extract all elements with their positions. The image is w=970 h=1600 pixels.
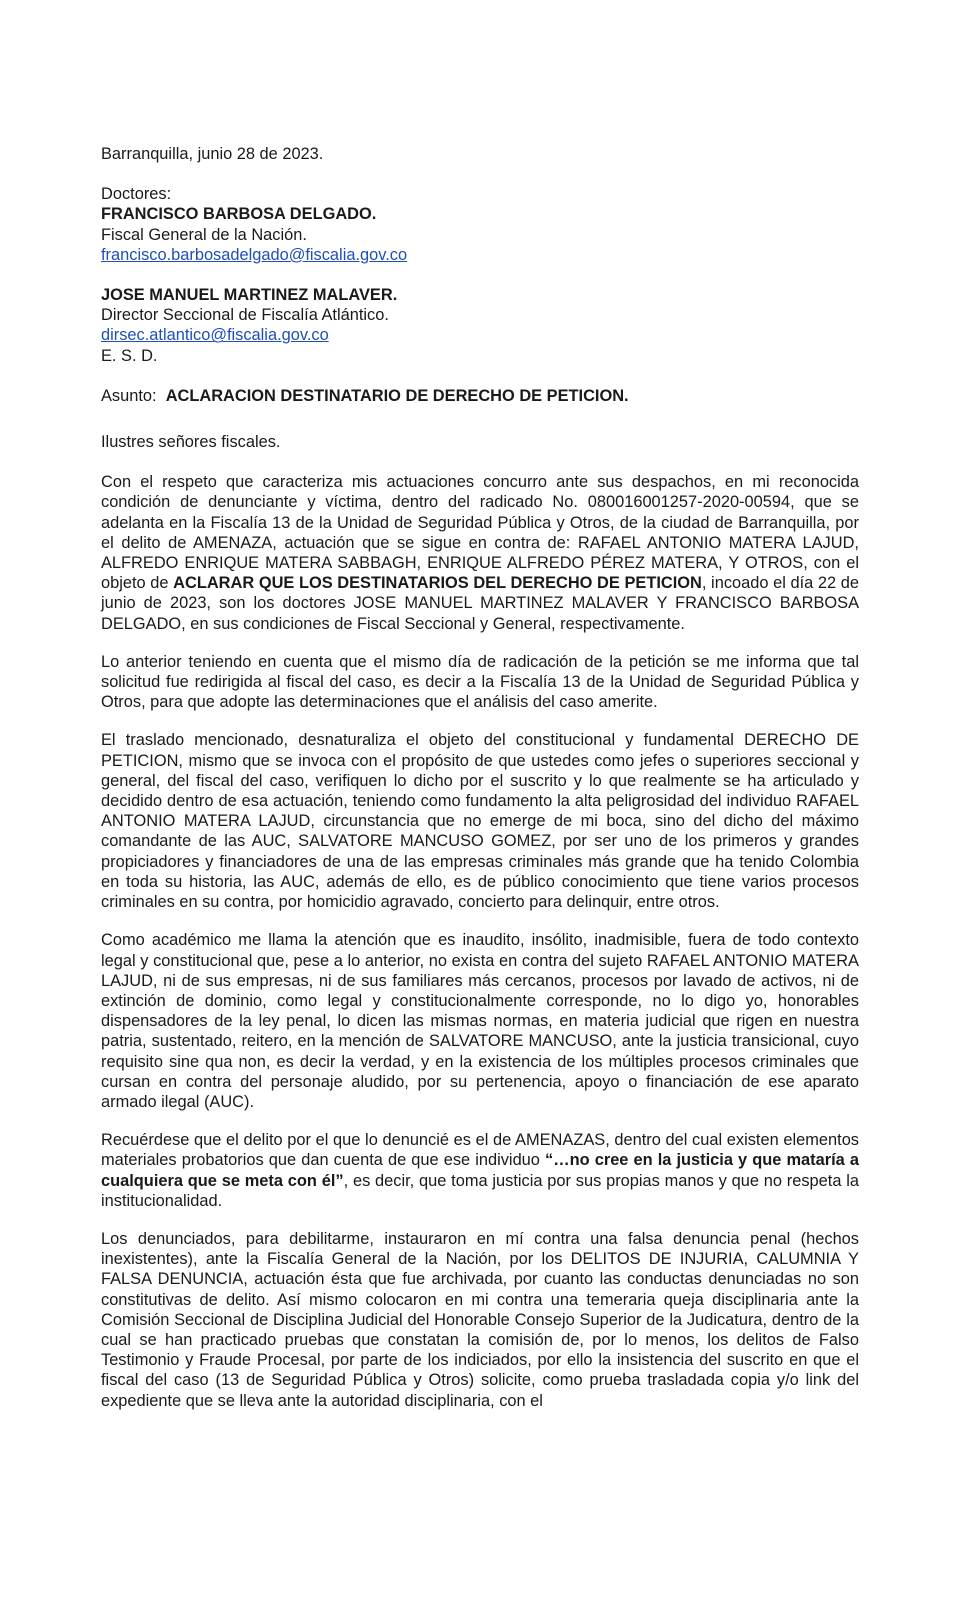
paragraph-1-text-b: , incoado el día 22 de junio de 2023, son los doctores JOSE MANUEL MARTINEZ MALAVER Y FRANCISCO BARBOSA DELGADO, en sus condiciones de Fiscal Seccional y General, respectivamente. bbox=[101, 574, 859, 633]
letter-body bbox=[101, 144, 859, 1411]
paragraph-5 bbox=[101, 1130, 859, 1211]
subject-text: ACLARACION DESTINATARIO DE DERECHO DE PETICION. bbox=[165, 386, 629, 405]
recipient2-title: Director Seccional de Fiscalía Atlántico. bbox=[101, 306, 389, 325]
paragraph-5-bold: “…no cree en la justicia y que mataría a cualquiera que se meta con él” bbox=[101, 1151, 859, 1190]
paragraph-3: El traslado mencionado, desnaturaliza el objeto del constitucional y fundamental DERECHO DE PETICION, mismo que se invoca con el propósito de que ustedes como jefes o superiores seccional y general, del fiscal del caso, verifiquen lo dicho por el suscrito y lo que realmente se ha articulado y decidido dentro de esa actuación, teniendo como fundamento la alta peligrosidad del individuo RAFAEL ANTONIO MATERA LAJUD, circunstancia que no emerge de mi boca, sino del dicho del máximo comandante de las AUC, SALVATORE MANCUSO GOMEZ, por ser uno de los primeros y grandes propiciadores y financiadores de una de las empresas criminales más grande que ha tenido Colombia en toda su historia, las AUC, además de ello, es de público conocimiento que tiene varios procesos criminales en su contra, por homicidio agravado, concierto para delinquir, entre otros. bbox=[101, 731, 859, 912]
date-line: Barranquilla, junio 28 de 2023. bbox=[101, 145, 324, 163]
paragraph-1-text-a: Con el respeto que caracteriza mis actuaciones concurro ante sus despachos, en mi reconocida condición de denunciante y víctima, dentro del radicado No. 080016001257-2020-00594, que se adelanta en la Fiscalía 13 de la Unidad de Seguridad Pública y Otros, de la ciudad de Barranquilla, por el delito de AMENAZA, actuación que se sigue en contra de: RAFAEL ANTONIO MATERA LAJUD, ALFREDO ENRIQUE MATERA SABBAGH, ENRIQUE ALFREDO PÉREZ MATERA, Y OTROS, con el objeto de bbox=[101, 473, 859, 593]
paragraph-6: Los denunciados, para debilitarme, instauraron en mí contra una falsa denuncia penal (hechos inexistentes), ante la Fiscalía General de la Nación, por los DELITOS DE INJURIA, CALUMNIA Y FALSA DENUNCIA, actuación ésta que fue archivada, por cuanto las conductas denunciadas no son constitutivas de delito. Así mismo colocaron en mi contra una temeraria queja disciplinaria ante la Comisión Seccional de Disciplina Judicial del Honorable Consejo Superior de la Judicatura, dentro de la cual se han practicado pruebas que constatan la comisión de, por lo menos, los delitos de Falso Testimonio y Fraude Procesal, por parte de los indiciados, por ello la insistencia del suscrito en que el fiscal del caso (13 de Seguridad Pública y Otros) solicite, como prueba trasladada copia y/o link del expediente que se lleva ante la autoridad disciplinaria, con el bbox=[101, 1229, 859, 1410]
paragraph-5-text-a: Recuérdese que el delito por el que lo denuncié es el de AMENAZAS, dentro del cual existen elementos materiales probatorios que dan cuenta de que ese individuo bbox=[101, 1131, 859, 1170]
paragraph-5-text-b: , es decir, que toma justicia por sus propias manos y que no respeta la institucionalidad. bbox=[101, 1171, 860, 1210]
recipient1-name: FRANCISCO BARBOSA DELGADO. bbox=[101, 205, 377, 224]
paragraph-2: Lo anterior teniendo en cuenta que el mismo día de radicación de la petición se me informa que tal solicitud fue redirigida al fiscal del caso, es decir a la Fiscalía 13 de la Unidad de Seguridad Pública y Otros, para que adopte las determinaciones que el análisis del caso amerite. bbox=[101, 652, 859, 712]
salutation-header: Doctores: bbox=[101, 185, 172, 204]
greeting: Ilustres señores fiscales. bbox=[101, 433, 281, 452]
recipient2-email-link[interactable]: dirsec.atlantico@fiscalia.gov.co bbox=[101, 326, 329, 345]
paragraph-4: Como académico me llama la atención que es inaudito, insólito, inadmisible, fuera de todo contexto legal y constitucional que, pese a lo anterior, no exista en contra del sujeto RAFAEL ANTONIO MATERA LAJUD, ni de sus empresas, ni de sus familiares más cercanos, procesos por lavado de activos, ni de extinción de dominio, como legal y constitucionalmente corresponde, no lo digo yo, honorables dispensadores de la ley penal, lo dicen las mismas normas, en materia judicial que rigen en nuestra patria, sustentado, reitero, en la mención de SALVATORE MANCUSO, ante la justicia transicional, cuyo requisito sine qua non, es decir la verdad, y en la existencia de los múltiples procesos criminales que cursan en contra del personaje aludido, por su pertenencia, apoyo o financiación de ese aparato armado ilegal (AUC). bbox=[101, 931, 859, 1111]
paragraph-1 bbox=[101, 472, 859, 634]
recipient1-email-link[interactable]: francisco.barbosadelgado@fiscalia.gov.co bbox=[101, 245, 408, 264]
recipient1-title: Fiscal General de la Nación. bbox=[101, 225, 307, 244]
subject-line bbox=[101, 386, 859, 406]
recipient2-name: JOSE MANUEL MARTINEZ MALAVER. bbox=[101, 286, 398, 305]
paragraph-1-bold: ACLARAR QUE LOS DESTINATARIOS DEL DERECHO DE PETICION bbox=[173, 574, 702, 593]
esd-line: E. S. D. bbox=[101, 346, 158, 365]
subject-label: Asunto: bbox=[101, 386, 157, 405]
